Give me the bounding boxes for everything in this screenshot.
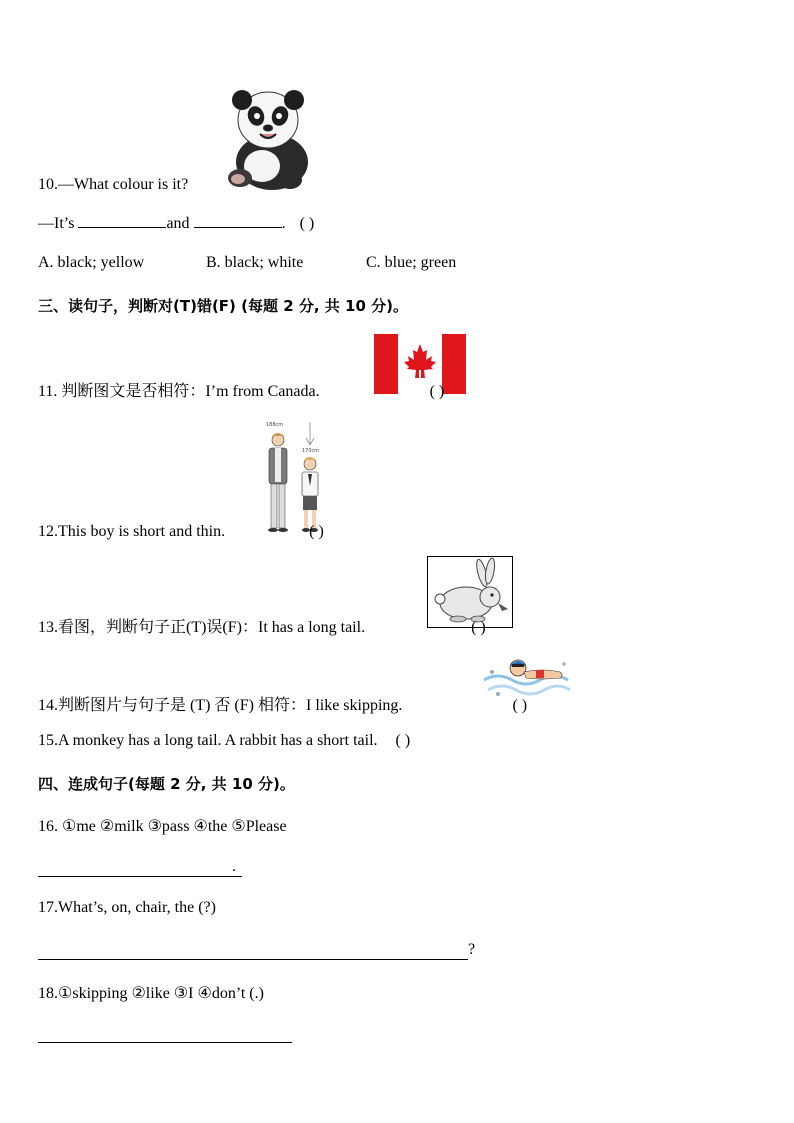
panda-image [220,80,316,192]
q10-option-a[interactable]: A. black; yellow [38,254,145,271]
q10-blank-2[interactable] [194,213,282,228]
q17: 17.What’s, on, chair, the (?) [38,899,216,916]
q15: 15.A monkey has a long tail. A rabbit has a short tail. ( ) [38,732,411,749]
q16-answer-line[interactable] [38,875,242,877]
section-4-title: 四、连成句子(每题 2 分, 共 10 分)。 [38,775,295,793]
q14: 14.判断图片与句子是 (T) 否 (F) 相符：I like skipping. ( ) [38,697,528,714]
q15-answer-paren[interactable]: ( ) [395,732,411,749]
q10-answer-paren[interactable]: ( ) [299,215,315,232]
q10-option-c[interactable]: C. blue; green [366,254,457,271]
q16-answer-end: . [232,858,236,875]
q18: 18.①skipping ②like ③I ④don’t (.) [38,985,264,1002]
section-3-title: 三、读句子，判断对(T)错(F) (每题 2 分, 共 10 分)。 [38,297,408,315]
q18-answer-line[interactable] [38,1041,292,1043]
q12-answer-paren[interactable]: ( ) [309,523,324,540]
q16: 16. ①me ②milk ③pass ④the ⑤Please [38,818,287,835]
q10-options [38,254,456,272]
q14-answer-paren[interactable]: ( ) [512,697,528,714]
q12: 12.This boy is short and thin. ( ) [38,523,324,540]
q10-question: 10.—What colour is it? [38,176,189,193]
q17-answer-end: ? [468,941,476,958]
q10-option-b[interactable]: B. black; white [206,254,304,271]
q11: 11. 判断图文是否相符：I’m from Canada. ( ) [38,383,445,400]
q10-blank-1[interactable] [78,213,166,228]
tall-height-label: 188cm [266,422,284,428]
q11-answer-paren[interactable]: ( ) [429,383,445,400]
short-height-label: 170cm [302,448,320,454]
man-and-boy-image [260,418,330,540]
q10-answer-line: —It’s and . ( ) [38,215,315,232]
q13: 13.看图，判断句子正(T)误(F)：It has a long tail. ( ) [38,619,486,636]
q17-answer-line[interactable] [38,958,468,960]
q13-answer-paren[interactable]: ( ) [471,619,486,636]
